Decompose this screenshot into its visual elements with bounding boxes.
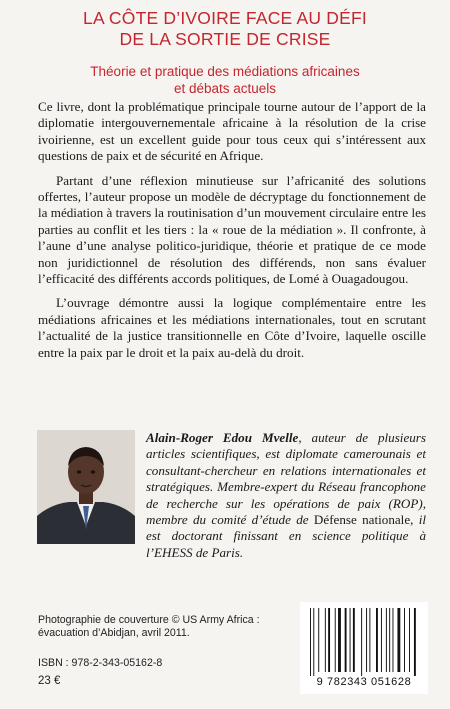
author-photo: [37, 430, 135, 544]
book-subtitle-line-2: et débats actuels: [173, 81, 277, 96]
author-bio-upright: Défense nationale: [313, 512, 411, 528]
cover-photo-credit-line-1: Photographie de couverture © US Army Africa :: [38, 614, 260, 626]
book-title: [20, 8, 430, 50]
blurb-paragraph-1: Ce livre, dont la problématique principale tourne autour de l’apport de la diplomatie intergouvernementale africaine à la résolution de la crise ivoirienne, est un excellent guide pour tous ceux qui s’intéressent aux questions de paix et de sécurité en Afrique.: [38, 99, 426, 164]
blurb-paragraph-3: L’ouvrage démontre aussi la logique complémentaire entre les médiations africaines et les médiations internationales, tout en scrutant l’actualité de la justice transitionnelle en Côte d’Ivoire, laquelle oscille entre la paix par le droit et la paix au-delà du droit.: [38, 295, 426, 360]
cover-photo-credit-line-2: évacuation d’Abidjan, avril 2011.: [38, 627, 190, 639]
barcode-bar: [381, 608, 382, 672]
blurb-paragraph-2: Partant d’une réflexion minutieuse sur l’africanité des solutions offertes, l’auteur propose un modèle de décryptage du fonctionnement de la médiation à travers la routinisation d’un mouvement circulaire entre les parties au conflit et les tiers : la « roue de la médiation ». Il confronte, à l’aune d’une analyse politico-juridique, théorie et pratique de ce mode non juridictionnel de résolution des différends, non sans évaluer l’efficacité des différents accords politiques, de Lomé à Ouagadougou.: [38, 172, 426, 287]
barcode-bars: [308, 608, 420, 676]
barcode-bar: [409, 608, 410, 672]
barcode-bar: [345, 608, 347, 672]
barcode-bar: [318, 608, 319, 672]
book-title-line-1: LA CÔTE D’IVOIRE FACE AU DÉFI: [83, 8, 367, 28]
author-bio-text-2: , il est doctorant finissant en science politique à l’EHESS de Paris.: [146, 512, 426, 560]
barcode-bar: [414, 608, 416, 676]
cover-photo-credit: [38, 614, 298, 640]
barcode: [300, 602, 428, 694]
barcode-bar: [328, 608, 330, 672]
price: 23 €: [38, 675, 61, 687]
author-name: Alain-Roger Edou Mvelle: [146, 430, 299, 445]
barcode-bar: [393, 608, 394, 672]
barcode-bar: [386, 608, 387, 672]
author-bio-text-1: , auteur de plusieurs articles scientifiques, est diplomate camerounais et consultant-chercheur en relations internationales et stratégiques. Membre-expert du Réseau francophone de recherche sur les opérations de paix (ROP), membre du comité d’étude de: [146, 430, 426, 528]
barcode-bar: [404, 608, 405, 672]
isbn: ISBN : 978-2-343-05162-8: [38, 657, 163, 669]
barcode-bar: [397, 608, 400, 672]
barcode-bar: [376, 608, 378, 672]
barcode-bar: [361, 608, 362, 676]
barcode-bar: [389, 608, 390, 672]
barcode-bar: [353, 608, 355, 672]
barcode-bar: [350, 608, 351, 672]
author-portrait-image: [37, 430, 135, 544]
barcode-digits: 9 782343 051628: [316, 676, 412, 688]
barcode-bar: [369, 608, 370, 672]
barcode-bar: [313, 608, 314, 676]
barcode-bar: [366, 608, 367, 672]
barcode-bar: [310, 608, 311, 676]
book-subtitle-line-1: Théorie et pratique des médiations africaines: [90, 64, 360, 79]
barcode-bar: [335, 608, 336, 672]
book-subtitle: [20, 63, 430, 97]
book-title-line-2: DE LA SORTIE DE CRISE: [119, 29, 331, 49]
barcode-bar: [338, 608, 341, 672]
barcode-bar: [325, 608, 326, 672]
blurb: [38, 99, 426, 369]
